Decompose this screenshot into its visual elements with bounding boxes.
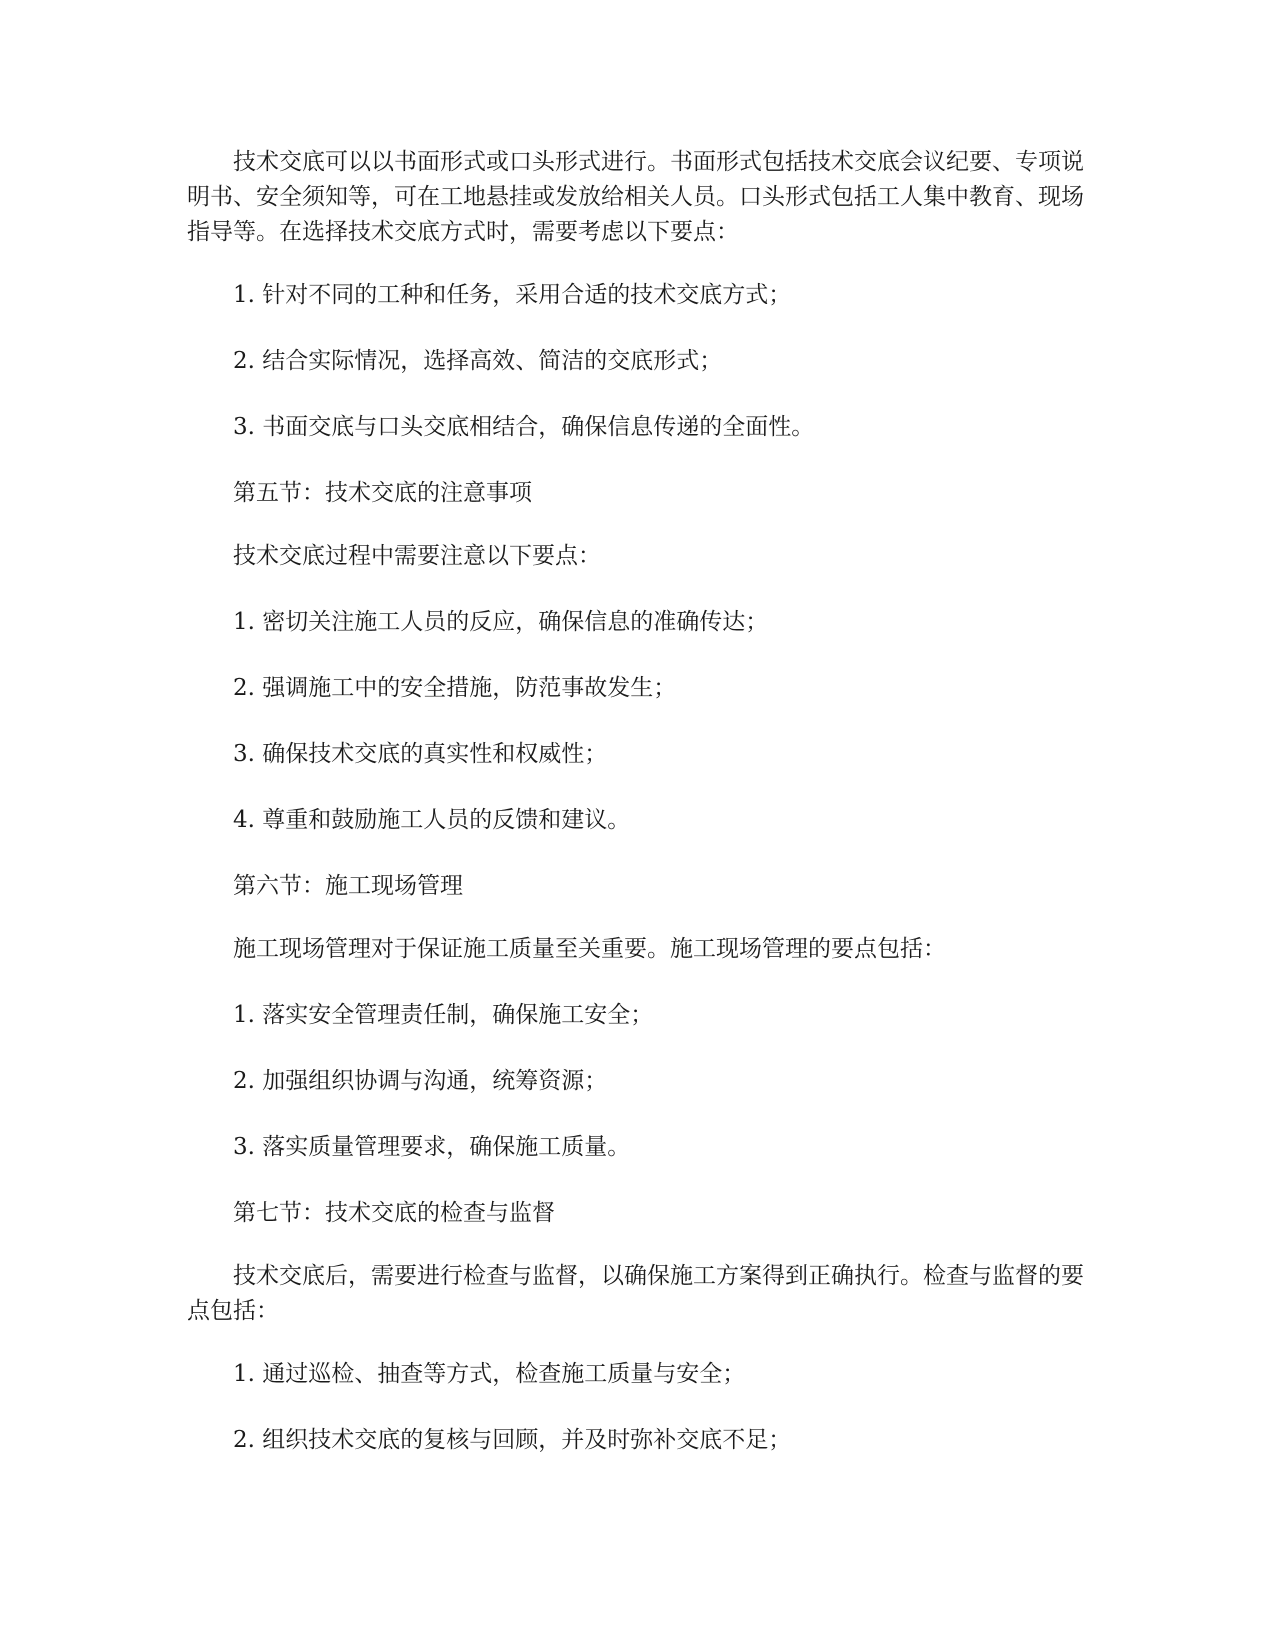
list-item: 2. 强调施工中的安全措施，防范事故发生； xyxy=(233,675,677,701)
paragraph-section-7-intro: 技术交底后，需要进行检查与监督，以确保施工方案得到正确执行。检查与监督的要点包括： xyxy=(187,1263,1084,1324)
list-item: 3. 书面交底与口头交底相结合，确保信息传递的全面性。 xyxy=(233,414,815,440)
list-item: 3. 确保技术交底的真实性和权威性； xyxy=(233,741,608,767)
list-item: 4. 尊重和鼓励施工人员的反馈和建议。 xyxy=(233,807,631,833)
section-heading-7: 第七节：技术交底的检查与监督 xyxy=(233,1200,555,1226)
list-item: 3. 落实质量管理要求，确保施工质量。 xyxy=(233,1134,631,1160)
paragraph-section-6-intro: 施工现场管理对于保证施工质量至关重要。施工现场管理的要点包括： xyxy=(233,936,946,962)
section-heading-6: 第六节：施工现场管理 xyxy=(233,873,463,899)
document-body xyxy=(187,145,1087,1489)
list-item: 1. 通过巡检、抽查等方式，检查施工质量与安全； xyxy=(233,1361,746,1387)
list-item: 1. 针对不同的工种和任务，采用合适的技术交底方式； xyxy=(233,282,792,308)
list-item: 1. 落实安全管理责任制，确保施工安全； xyxy=(233,1002,654,1028)
list-item: 1. 密切关注施工人员的反应，确保信息的准确传达； xyxy=(233,609,769,635)
list-item: 2. 结合实际情况，选择高效、简洁的交底形式； xyxy=(233,348,723,374)
paragraph-intro: 技术交底可以以书面形式或口头形式进行。书面形式包括技术交底会议纪要、专项说明书、安全须知等，可在工地悬挂或发放给相关人员。口头形式包括工人集中教育、现场指导等。在选择技术交底方式时，需要考虑以下要点： xyxy=(187,149,1084,245)
paragraph-section-5-intro: 技术交底过程中需要注意以下要点： xyxy=(233,543,601,569)
list-item: 2. 组织技术交底的复核与回顾，并及时弥补交底不足； xyxy=(233,1427,792,1453)
list-item: 2. 加强组织协调与沟通，统筹资源； xyxy=(233,1068,608,1094)
section-heading-5: 第五节：技术交底的注意事项 xyxy=(233,480,532,506)
